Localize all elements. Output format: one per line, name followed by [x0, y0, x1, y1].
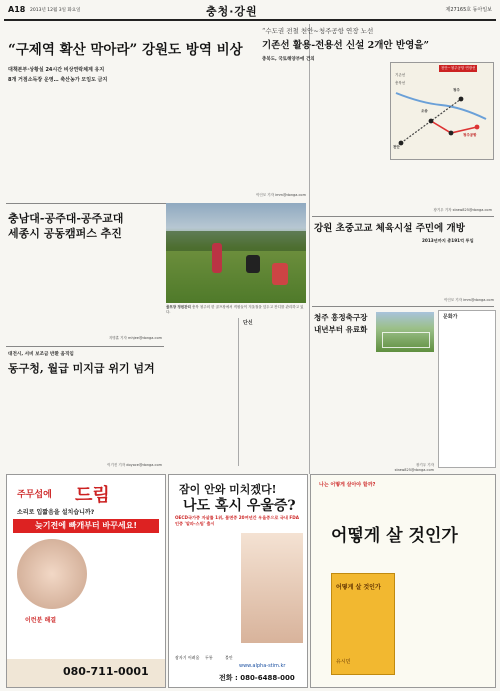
fields-body-col1	[314, 338, 372, 466]
sejong-headline: 충남대-공주대-공주교대	[8, 212, 124, 225]
fields-body-col2	[376, 356, 434, 466]
ad-right-cover-title: 어떻게 살 것인가	[336, 584, 381, 591]
golf-course-photo	[166, 203, 306, 303]
hearing-aid-ad[interactable]	[6, 474, 166, 688]
ad-left-body	[93, 539, 159, 649]
ad-right-book-cover	[331, 573, 395, 675]
publication-name: 제27165호 동아일보	[445, 7, 492, 13]
right-body-col2	[314, 66, 386, 216]
alpha-stim-ad[interactable]	[168, 474, 308, 688]
photo-caption-label: 골프장 정원관리	[166, 305, 191, 309]
gangwon-body-col3	[434, 248, 494, 300]
worker-figure	[212, 243, 222, 273]
column-rule	[309, 24, 310, 474]
short-news-title: 단신	[243, 320, 253, 326]
fields-headline: 청주 흥정축구장	[314, 313, 368, 322]
ad-left-phone[interactable]: 080-711-0001	[63, 665, 149, 678]
worker-figure	[246, 255, 260, 273]
photo-caption-text: 충북 청주의 한 골프장에서 직원들이 겨울철을 앞두고 잔디를 관리하고 있다.	[166, 305, 304, 314]
main-byline: 이인모 기자 imm@donga.com	[256, 193, 306, 197]
route-map-graphic	[391, 63, 493, 159]
ad-left-line2: 소리로 입짧음을 설치습니까?	[17, 509, 95, 516]
divider	[312, 306, 494, 307]
ad-right-title: 어떻게 살 것인가	[331, 526, 458, 546]
fields-headline-2: 내년부터 유료화	[314, 325, 368, 334]
sejong-byline: 지명훈 기자 mhjee@donga.com	[108, 336, 162, 340]
map-legend-newline: 천안~청주공항 연장선	[441, 66, 476, 70]
map-label-osong: 오송	[421, 109, 428, 113]
section-title: 충청·강원	[206, 5, 258, 18]
ad-mid-bullet-2: 두통	[205, 655, 213, 660]
gangwon-byline: 이인모 기자 imm@donga.com	[444, 298, 494, 302]
ad-mid-line2: 나도 혹시 우울증?	[183, 498, 296, 514]
right-kicker: “수도권 전철 천안~청주공항 연장 노선	[262, 27, 374, 35]
ad-mid-phone[interactable]: 전화 : 080-6488-000	[219, 674, 295, 682]
ad-mid-body	[175, 533, 237, 653]
ad-mid-line3: OECD국가중 자살률 1위, 불면증 20여년간 우울증으로 국내 FDA인증 '알파-스팀' 출시	[175, 515, 299, 526]
photo-story-col1	[166, 318, 234, 466]
culture-body	[443, 322, 493, 464]
gangwon-body-col2	[374, 248, 430, 300]
ad-mid-website[interactable]: www.alpha-stim.kr	[239, 663, 286, 669]
daejeon-body-col1	[8, 380, 84, 466]
page-date: 2013년 12월 3일 화요일	[30, 8, 81, 13]
daejeon-byline: 이기진 기자 doyoce@donga.com	[107, 463, 162, 467]
divider	[312, 216, 494, 217]
ad-right-lead: 나는 어떻게 살아야 할까?	[319, 482, 376, 488]
worker-figure	[272, 263, 288, 285]
field-lines	[382, 332, 430, 348]
photo-caption	[166, 305, 306, 314]
gangwon-subheadline: 2013년까지 총191억 투입	[422, 238, 474, 243]
ad-right-body	[403, 575, 487, 675]
ad-mid-line1: 잠이 안와 미치겠다!	[179, 483, 277, 496]
right-body-col3	[390, 162, 492, 208]
daejeon-kicker: 대전시, 서비 보조금 반환 움직임	[8, 352, 74, 357]
right-dateline: 충북도, 국토해양부에 건의	[262, 57, 315, 62]
right-headline: 기존선 활용-전용선 신설 2개안 반영을”	[262, 40, 429, 51]
gangwon-body-col1	[314, 248, 370, 300]
page-number: A18	[8, 5, 26, 14]
fields-byline: 장기우 기자 straw825@donga.com	[394, 463, 434, 472]
main-headline: “구제역 확산 막아라” 강원도 방역 비상	[8, 42, 243, 58]
map-label-cheongju: 청주	[453, 88, 460, 92]
short-news-box	[238, 318, 307, 466]
ad-left-footer: 이런분 해결	[25, 617, 57, 624]
ad-left-product-image	[17, 539, 87, 609]
main-body-col1	[8, 88, 84, 198]
main-body-col3	[166, 30, 240, 198]
sejong-body-col2	[88, 244, 162, 340]
main-body-col2	[88, 88, 162, 198]
ad-left-brand: 드림	[75, 485, 110, 506]
main-subheadline-2: 8개 거점소독장 운영… 축산농가 모임도 금지	[8, 77, 108, 83]
daejeon-body-col2	[88, 380, 162, 466]
ad-right-cover-author: 유시민	[336, 659, 351, 665]
culture-box	[438, 310, 496, 468]
tree-line	[166, 231, 306, 251]
right-body-col1	[262, 66, 302, 206]
ad-right-intro	[319, 489, 419, 517]
map-label-cheonan: 천안	[393, 145, 400, 149]
daejeon-headline: 동구청, 월급 미지급 위기 넘겨	[8, 362, 155, 375]
ad-mid-woman-photo	[241, 533, 303, 643]
header-rule	[4, 19, 496, 21]
soccer-field-photo	[376, 312, 434, 352]
book-ad[interactable]	[310, 474, 496, 688]
sejong-body-col1	[8, 244, 84, 340]
map-legend-chungbuk: 충북선	[395, 81, 406, 85]
divider	[6, 346, 164, 347]
ad-left-phone-band	[7, 659, 165, 687]
ad-left-line1: 주무섭에	[17, 490, 52, 500]
map-legend-existing: 기존선	[395, 73, 406, 77]
right-byline: 장기우 기자 straw825@donga.com	[433, 208, 492, 212]
main-subheadline-1: 대책본부·상황실 24시간 비상연락체계 유지	[8, 67, 105, 73]
ad-mid-bullet-3: 불안	[225, 655, 233, 660]
gangwon-headline: 강원 초중고교 체육시설 주민에 개방	[314, 223, 465, 234]
short-news-body	[243, 327, 305, 463]
map-label-airport: 청주공항	[463, 133, 477, 137]
ad-right-description	[319, 545, 487, 569]
ad-left-banner: 늦기전에 빠개부터 바꾸세요!	[13, 519, 159, 533]
sejong-headline-2: 세종시 공동캠퍼스 추진	[8, 227, 122, 240]
route-map	[390, 62, 494, 160]
culture-title: 문화가	[443, 314, 458, 320]
ad-mid-bullet-1: 잠자기 어려움	[175, 655, 200, 660]
